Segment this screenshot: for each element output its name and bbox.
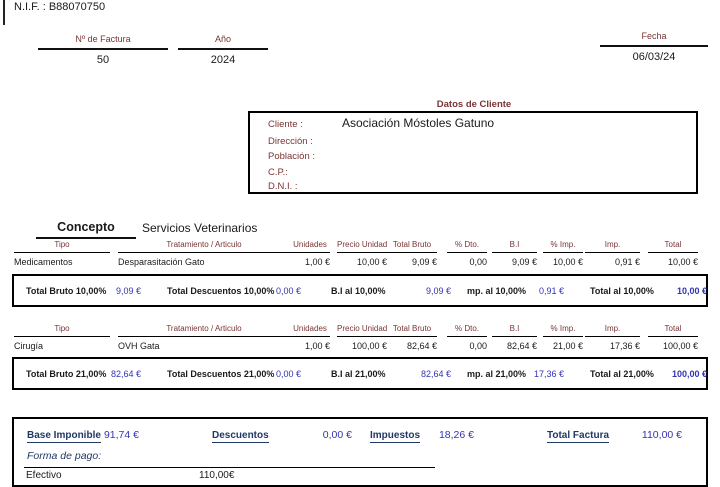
payment-method: Efectivo [26, 470, 62, 481]
col-header-dto: % Dto. [447, 324, 487, 337]
totals-bi-value: 9,09 € [425, 286, 451, 296]
col-header-bruto: Total Bruto [387, 324, 437, 337]
col-header-total: Total [648, 240, 698, 253]
row-unidades: 1,00 € [304, 341, 330, 351]
row-precio: 10,00 € [356, 257, 387, 267]
total-factura-label: Total Factura [547, 430, 610, 441]
totals-descuentos-label: Total Descuentos 21,00% [167, 369, 275, 379]
totals-descuentos-label: Total Descuentos 10,00% [167, 286, 275, 296]
totals-bi-label: B.I al 21,00% [331, 369, 386, 379]
invoice-date-label: Fecha [600, 31, 708, 47]
concepto-value: Servicios Veterinarios [142, 221, 258, 235]
col-header-bruto: Total Bruto [387, 240, 437, 253]
nif-text: N.I.F. : B88070750 [14, 1, 106, 13]
row-tipo: Cirugía [14, 341, 44, 351]
invoice-date-block [600, 31, 708, 63]
totals-imp-label: mp. al 21,00% [467, 369, 527, 379]
row-precio: 100,00 € [351, 341, 387, 351]
totals-total-label: Total al 10,00% [590, 286, 654, 296]
totals-imp-label: mp. al 10,00% [467, 286, 527, 296]
descuentos-value: 0,00 € [322, 429, 352, 441]
invoice-number-label: Nº de Factura [38, 34, 168, 50]
invoice-year-value: 2024 [210, 54, 236, 66]
row-tipo: Medicamentos [14, 257, 73, 267]
row-imp: 0,91 € [614, 257, 640, 267]
col-header-precio: Precio Unidad [337, 324, 387, 337]
invoice-number-value: 50 [96, 54, 110, 66]
col-header-bi: B.I [492, 324, 537, 337]
row-unidades: 1,00 € [304, 257, 330, 267]
totals-total-value: 10,00 € [676, 286, 707, 296]
row-tratamiento: Desparasitación Gato [118, 257, 205, 267]
col-header-unidades: Unidades [290, 324, 330, 337]
col-header-bi: B.I [492, 240, 537, 253]
col-header-tipo: Tipo [14, 324, 110, 337]
row-dto: 0,00 [469, 341, 487, 351]
client-name-value: Asociación Móstoles Gatuno [342, 116, 495, 130]
row-imp-pct: 21,00 € [552, 341, 583, 351]
col-header-imp-pct: % Imp. [543, 324, 583, 337]
invoice-year-block [178, 34, 268, 66]
base-imponible-label: Base Imponible [27, 430, 101, 441]
col-header-imp: Imp. [585, 324, 640, 337]
client-id-label: D.N.I. : [268, 181, 298, 192]
totals-box-21 [12, 357, 708, 390]
row-bruto: 9,09 € [411, 257, 437, 267]
row-dto: 0,00 [469, 257, 487, 267]
client-name-label: Cliente : [268, 119, 303, 130]
col-header-tratamiento: Tratamiento / Articulo [118, 240, 290, 253]
impuestos-value: 18,26 € [438, 429, 474, 441]
col-header-imp: Imp. [585, 240, 640, 253]
totals-descuentos-value: 0,00 € [275, 286, 301, 296]
concepto-label: Concepto [36, 220, 136, 239]
row-bruto: 82,64 € [406, 341, 437, 351]
summary-box [12, 417, 708, 487]
page-edge-line [3, 0, 5, 25]
payment-divider-line [24, 467, 435, 468]
col-header-tipo: Tipo [14, 240, 110, 253]
col-header-precio: Precio Unidad [337, 240, 387, 253]
row-bi: 9,09 € [511, 257, 537, 267]
totals-bi-label: B.I al 10,00% [331, 286, 386, 296]
totals-imp-value: 17,36 € [533, 369, 564, 379]
client-box [248, 111, 698, 194]
col-header-imp-pct: % Imp. [543, 240, 583, 253]
totals-bruto-label: Total Bruto 21,00% [26, 369, 107, 379]
total-factura-value: 110,00 € [641, 429, 682, 441]
row-tratamiento: OVH Gata [118, 341, 160, 351]
totals-bruto-label: Total Bruto 10,00% [26, 286, 107, 296]
row-imp: 17,36 € [609, 341, 640, 351]
totals-descuentos-value: 0,00 € [275, 369, 301, 379]
row-bi: 82,64 € [506, 341, 537, 351]
col-header-tratamiento: Tratamiento / Articulo [118, 324, 290, 337]
totals-imp-value: 0,91 € [538, 286, 564, 296]
invoice-number-block [38, 34, 168, 66]
invoice-date-value: 06/03/24 [632, 51, 676, 63]
forma-de-pago-label: Forma de pago: [27, 450, 102, 462]
col-header-total: Total [648, 324, 698, 337]
descuentos-label: Descuentos [212, 430, 269, 441]
col-header-unidades: Unidades [290, 240, 330, 253]
totals-bruto-value: 82,64 € [110, 369, 141, 379]
row-imp-pct: 10,00 € [552, 257, 583, 267]
col-header-dto: % Dto. [447, 240, 487, 253]
totals-box-10 [12, 274, 708, 307]
row-total: 100,00 € [662, 341, 698, 351]
client-city-label: Población : [268, 151, 316, 162]
client-zip-label: C.P.: [268, 167, 288, 178]
totals-total-value: 100,00 € [671, 369, 707, 379]
row-total: 10,00 € [667, 257, 698, 267]
totals-bruto-value: 9,09 € [115, 286, 141, 296]
totals-total-label: Total al 21,00% [590, 369, 654, 379]
base-imponible-value: 91,74 € [103, 429, 139, 441]
invoice-year-label: Año [178, 34, 268, 50]
payment-amount: 110,00€ [199, 470, 235, 481]
client-section-title: Datos de Cliente [436, 99, 512, 110]
totals-bi-value: 82,64 € [420, 369, 451, 379]
client-address-label: Dirección : [268, 136, 313, 147]
impuestos-label: Impuestos [370, 430, 421, 441]
